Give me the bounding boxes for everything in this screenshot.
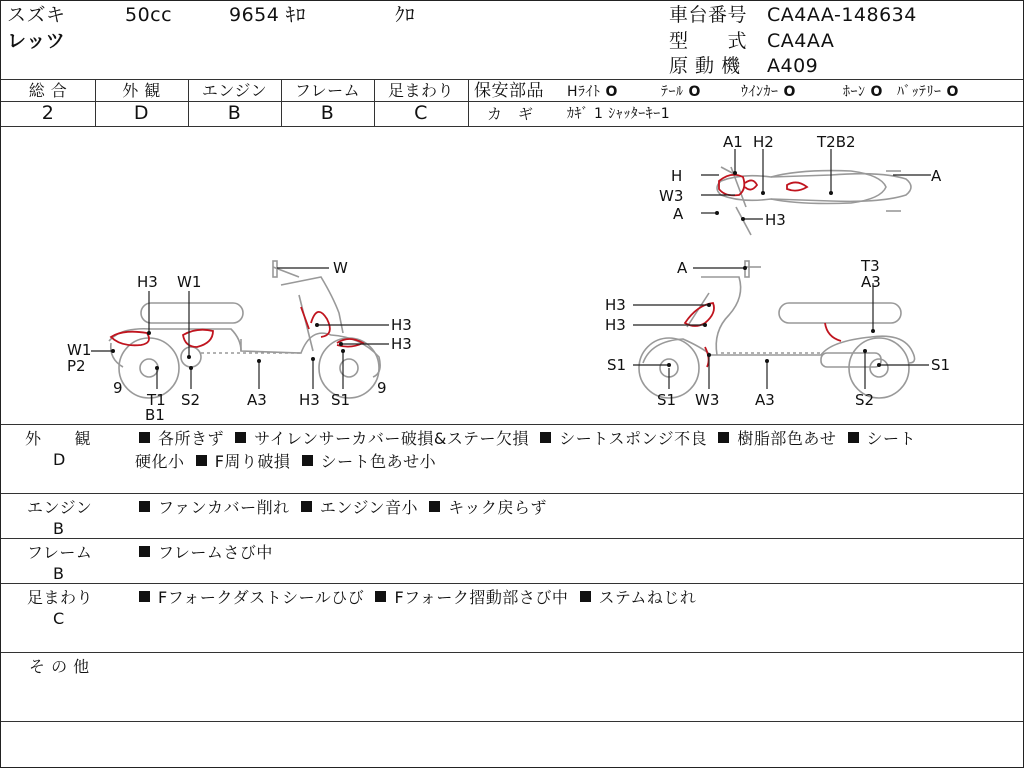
note-line: [139, 543, 273, 563]
right-label: S2: [855, 391, 875, 409]
left-label: S2: [181, 391, 201, 409]
grade-value-exterior: D: [133, 102, 150, 124]
grade-header-overall: 総 合: [28, 81, 68, 100]
key-value: ｶｷﾞ 1 ｼｬｯﾀｰｷｰ1: [567, 106, 671, 122]
note-item: シートスポンジ不良: [559, 429, 708, 448]
bullet-icon: [429, 501, 440, 512]
type-label: 型 式: [669, 30, 748, 52]
mileage: 9654 ｷﾛ: [229, 4, 306, 26]
note-label-engine: エンジン: [27, 498, 93, 517]
bullet-icon: [580, 591, 591, 602]
bullet-icon: [139, 591, 150, 602]
bullet-icon: [196, 455, 207, 466]
left-view: [67, 259, 412, 424]
grade-value-frame: B: [320, 102, 335, 124]
bullet-icon: [540, 432, 551, 443]
top-label: H3: [765, 211, 786, 229]
note-item: ファンカバー削れ: [158, 498, 290, 517]
divider: [1, 493, 1023, 494]
left-label: W1: [177, 273, 202, 291]
key-label: カ ギ: [487, 105, 534, 123]
frame-no-label: 車台番号: [669, 4, 748, 26]
right-label: S1: [931, 356, 951, 374]
right-label: H3: [605, 296, 626, 314]
check-mark: O: [946, 84, 959, 100]
bullet-icon: [848, 432, 859, 443]
top-view: [659, 133, 942, 235]
safety-item-tail: ﾃｰﾙ O: [661, 84, 701, 100]
top-label: H2: [753, 133, 774, 151]
note-grade-exterior: D: [53, 450, 66, 469]
top-label: W3: [659, 187, 684, 205]
bullet-icon: [139, 546, 150, 557]
divider: [1, 652, 1023, 653]
note-line: [139, 498, 547, 518]
type-value: CA4AA: [767, 30, 835, 52]
bullet-icon: [235, 432, 246, 443]
note-label-exterior: 外 観: [25, 429, 92, 448]
right-label: T3: [861, 257, 880, 275]
left-label: 9: [377, 379, 387, 397]
left-label: H3: [137, 273, 158, 291]
frame-no: CA4AA-148634: [767, 4, 917, 26]
left-label: B1: [145, 406, 165, 424]
grade-value-overall: 2: [41, 102, 55, 124]
top-label: A: [673, 205, 684, 223]
bullet-icon: [718, 432, 729, 443]
check-mark: O: [783, 84, 796, 100]
maker: スズキ: [7, 4, 66, 26]
left-label: W1: [67, 341, 92, 359]
left-label: T1: [147, 391, 166, 409]
divider: [1, 583, 1023, 584]
left-label: A3: [247, 391, 267, 409]
left-label: 9: [113, 379, 123, 397]
right-label: A3: [861, 273, 881, 291]
note-item: シート: [866, 429, 917, 448]
top-label: A1: [723, 133, 743, 151]
top-label: T2B2: [817, 133, 856, 151]
note-item: Fフォークダストシールひび: [158, 588, 365, 607]
color: ｸﾛ: [395, 4, 416, 26]
grade-value-engine: B: [227, 102, 242, 124]
right-label: S1: [607, 356, 627, 374]
left-label: H3: [391, 335, 412, 353]
damage-diagram: [1, 127, 1023, 424]
note-item: キック戻らず: [448, 498, 547, 517]
engine-value: A409: [767, 55, 819, 77]
note-line: [139, 588, 696, 608]
grade-value-suspension: C: [414, 102, 428, 124]
safety-item-headlight: Hﾗｲﾄ O: [567, 84, 618, 100]
note-item: 硬化小: [135, 452, 185, 471]
bullet-icon: [301, 501, 312, 512]
note-item: ステムねじれ: [598, 588, 697, 607]
check-mark: O: [605, 84, 618, 100]
left-label: P2: [67, 357, 86, 375]
note-item: 各所きず: [158, 429, 225, 448]
left-label: H3: [391, 316, 412, 334]
right-label: H3: [605, 316, 626, 334]
note-grade-frame: B: [53, 564, 65, 583]
note-label-suspension: 足まわり: [27, 588, 94, 607]
bullet-icon: [139, 501, 150, 512]
right-label: A3: [755, 391, 775, 409]
left-label: H3: [299, 391, 320, 409]
note-item: Fフォーク摺動部さび中: [394, 588, 569, 607]
safety-item-horn: ﾎｰﾝ O: [843, 84, 883, 100]
bullet-icon: [139, 432, 150, 443]
grade-header-frame: フレーム: [294, 81, 361, 100]
divider: [1, 538, 1023, 539]
safety-item-winker: ｳｲﾝｶｰ O: [741, 84, 796, 100]
right-label: W3: [695, 391, 720, 409]
engine-label: 原 動 機: [669, 55, 741, 77]
top-label: H: [671, 167, 683, 185]
grade-header-suspension: 足まわり: [387, 81, 454, 100]
note-label-other: そ の 他: [29, 657, 90, 676]
note-item: エンジン音小: [319, 498, 419, 517]
safety-item-battery: ﾊﾞｯﾃﾘｰ O: [897, 84, 959, 100]
note-grade-engine: B: [53, 519, 65, 538]
divider: [1, 424, 1023, 425]
divider: [1, 79, 1023, 80]
safety-label: 保安部品: [474, 81, 544, 101]
right-label: A: [677, 259, 688, 277]
bullet-icon: [375, 591, 386, 602]
note-item: F周り破損: [214, 452, 291, 471]
note-item: サイレンサーカバー破損&ステー欠損: [254, 429, 530, 448]
model-name: レッツ: [7, 30, 66, 52]
note-line: [139, 429, 916, 449]
note-item: シート色あせ小: [320, 452, 437, 471]
note-label-frame: フレーム: [27, 543, 93, 562]
grade-header-engine: エンジン: [201, 81, 268, 100]
top-label: A: [931, 167, 942, 185]
grade-header-exterior: 外 観: [122, 81, 161, 100]
divider: [468, 79, 469, 126]
left-label: W: [333, 259, 348, 277]
displacement: 50cc: [125, 4, 173, 26]
note-item: 樹脂部色あせ: [737, 429, 837, 448]
note-item: フレームさび中: [158, 543, 273, 562]
check-mark: O: [688, 84, 701, 100]
divider: [1, 721, 1023, 722]
note-grade-suspension: C: [53, 609, 65, 628]
left-label: S1: [331, 391, 351, 409]
right-label: S1: [657, 391, 677, 409]
note-line: [135, 452, 436, 472]
bullet-icon: [302, 455, 313, 466]
right-view: [605, 257, 950, 409]
check-mark: O: [870, 84, 883, 100]
